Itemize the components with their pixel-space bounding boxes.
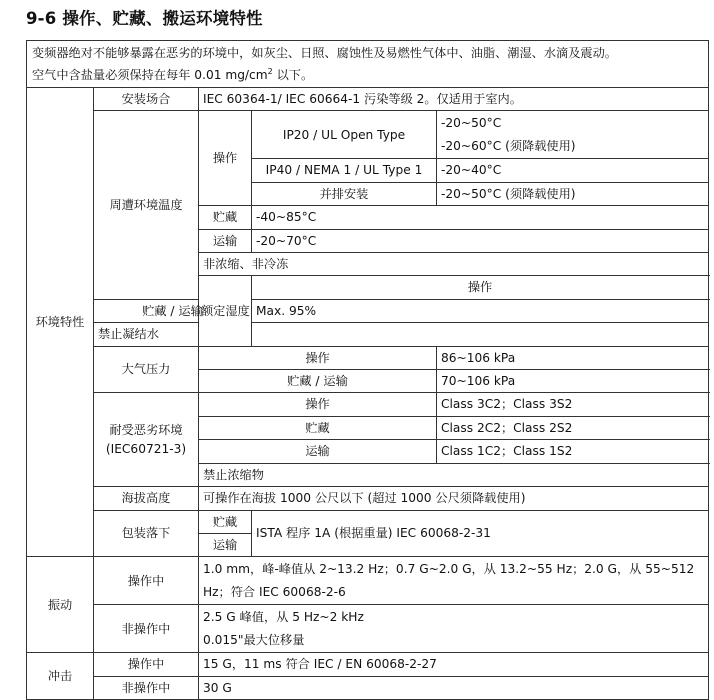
install-value: IEC 60364-1/ IEC 60664-1 污染等级 2。仅适用于室内。	[199, 88, 709, 111]
table-row	[27, 676, 709, 699]
harsh-tr-value: Class 1C2；Class 1S2	[437, 440, 709, 463]
harsh-st-value: Class 2C2；Class 2S2	[437, 416, 709, 439]
table-row	[27, 346, 709, 369]
intro-line-2-prefix: 空气中含盐量必须保持在每年 0.01 mg/cm	[32, 68, 268, 82]
shock-nonop-value: 30 G	[199, 676, 709, 699]
pressure-label: 大气压力	[94, 346, 199, 393]
humidity-note: 禁止凝结水	[94, 323, 709, 346]
temp-operation-label: 操作	[199, 111, 252, 206]
vibration-nonop-line-2: 0.015"最大位移量	[203, 632, 305, 647]
table-row	[27, 605, 709, 653]
harsh-op-label: 操作	[199, 393, 437, 416]
temp-ip40-type: IP40 / NEMA 1 / UL Type 1	[252, 159, 437, 182]
altitude-value: 可操作在海拔 1000 公尺以下 (超过 1000 公尺须降载使用)	[199, 487, 709, 510]
humidity-label: 额定湿度	[199, 276, 252, 346]
pressure-op-value: 86~106 kPa	[437, 346, 709, 369]
harsh-note: 禁止浓缩物	[199, 463, 709, 486]
temp-ip40-value: -20~40°C	[437, 159, 709, 182]
temp-ip20-value-1: -20~50°C	[441, 116, 502, 131]
intro-row	[27, 41, 709, 88]
harsh-label-2: (IEC60721-3)	[105, 441, 187, 456]
temp-ip20-type: IP20 / UL Open Type	[252, 111, 437, 159]
table-row	[27, 323, 709, 346]
package-label: 包装落下	[94, 510, 199, 557]
package-transport-label: 运输	[199, 533, 252, 556]
intro-line-2-sup: 2	[267, 66, 273, 76]
temp-transport-label: 运输	[199, 229, 252, 252]
table-row	[27, 111, 709, 159]
vibration-op-line-2: Hz；符合 IEC 60068-2-6	[203, 584, 346, 599]
pressure-st-label: 贮藏 / 运输	[199, 370, 437, 393]
temp-storage-value: -40~85°C	[252, 206, 709, 229]
humidity-st-value: Max. 95%	[252, 299, 709, 322]
vibration-op-line-1: 1.0 mm，峰-峰值从 2~13.2 Hz；0.7 G~2.0 G，从 13.2~55 Hz；2.0 G，从 55~512	[203, 562, 695, 577]
vibration-label: 振动	[27, 557, 94, 653]
package-value: ISTA 程序 1A (根据重量) IEC 60068-2-31	[252, 510, 709, 557]
harsh-tr-label: 运输	[199, 440, 437, 463]
vibration-op-value	[199, 557, 709, 605]
harsh-label-1: 耐受恶劣环境	[109, 422, 183, 437]
intro-line-2-suffix: 以下。	[272, 68, 314, 82]
table-row	[27, 88, 709, 111]
temp-note: 非浓缩、非冷冻	[199, 253, 709, 276]
temp-transport-value: -20~70°C	[252, 229, 709, 252]
temp-storage-label: 贮藏	[199, 206, 252, 229]
harsh-st-label: 贮藏	[199, 416, 437, 439]
shock-nonop-label: 非操作中	[94, 676, 199, 699]
vibration-op-label: 操作中	[94, 557, 199, 605]
humidity-st-label: 贮藏 / 运输	[94, 299, 252, 322]
intro-cell	[27, 41, 709, 88]
temp-label: 周遭环境温度	[94, 111, 199, 299]
package-storage-label: 贮藏	[199, 510, 252, 533]
table-row	[27, 653, 709, 676]
vibration-nonop-label: 非操作中	[94, 605, 199, 653]
intro-line-1: 变频器绝对不能够暴露在恶劣的环境中，如灰尘、日照、腐蚀性及易燃性气体中、油脂、潮湿、水滴及震动。	[32, 46, 617, 60]
env-group-label: 环境特性	[27, 88, 94, 557]
page-title: 9-6 操作、贮藏、搬运环境特性	[26, 9, 263, 28]
table-row	[27, 299, 709, 322]
humidity-op-label: 操作	[252, 276, 709, 299]
vibration-nonop-line-1: 2.5 G 峰值，从 5 Hz~2 kHz	[203, 610, 364, 625]
table-row	[27, 393, 709, 416]
temp-ip20-value	[437, 111, 709, 159]
harsh-label	[94, 393, 199, 487]
environment-spec-table	[26, 40, 709, 700]
altitude-label: 海拔高度	[94, 487, 199, 510]
temp-ip20-value-2: -20~60°C (须降载使用)	[441, 138, 576, 153]
table-row	[27, 487, 709, 510]
shock-label: 冲击	[27, 653, 94, 700]
vibration-nonop-value	[199, 605, 709, 653]
pressure-op-label: 操作	[199, 346, 437, 369]
temp-side-type: 并排安装	[252, 182, 437, 205]
shock-op-label: 操作中	[94, 653, 199, 676]
temp-side-value: -20~50°C (须降载使用)	[437, 182, 709, 205]
pressure-st-value: 70~106 kPa	[437, 370, 709, 393]
table-row	[27, 557, 709, 605]
table-row	[27, 510, 709, 533]
shock-op-value: 15 G，11 ms 符合 IEC / EN 60068-2-27	[199, 653, 709, 676]
harsh-op-value: Class 3C2；Class 3S2	[437, 393, 709, 416]
install-label: 安装场合	[94, 88, 199, 111]
